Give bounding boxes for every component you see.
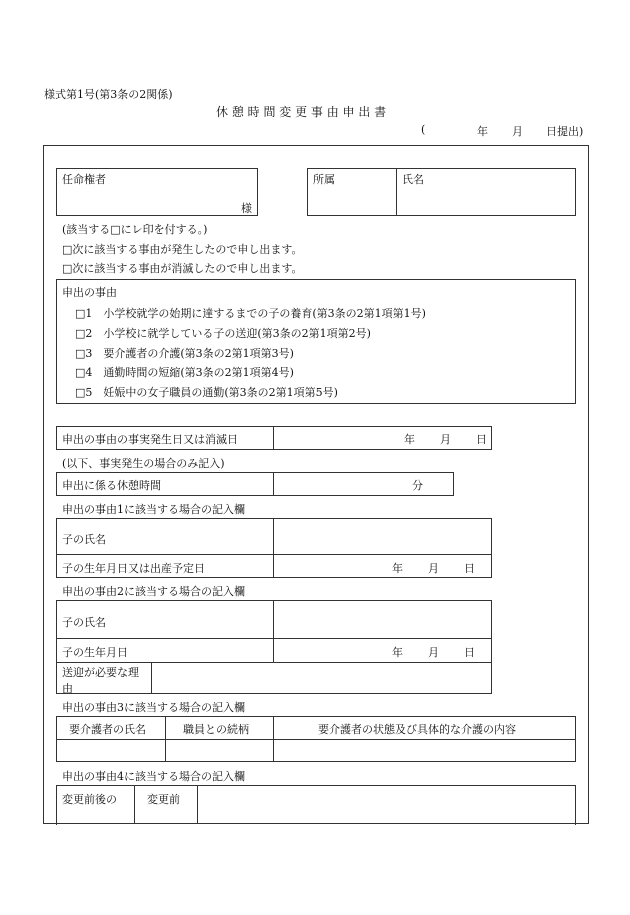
- reason2-day-label: 日: [464, 646, 475, 659]
- reason2-birth-label: 子の生年月日: [62, 646, 128, 659]
- affiliation-label: 所属: [313, 173, 335, 186]
- affiliation-name-box: [307, 168, 576, 216]
- reason1-child-name-label: 子の氏名: [62, 533, 106, 546]
- submit-day-label: 日提出): [546, 125, 584, 138]
- reason4-col-before: 変更前: [147, 793, 180, 806]
- check-instruction: (該当する□にレ印を付する。): [62, 223, 208, 236]
- reason4-col-before-after: 変更前後の: [62, 793, 117, 806]
- reason1-year-label: 年: [392, 562, 403, 575]
- fact-month-label: 月: [440, 433, 451, 446]
- reason2-child-name-label: 子の氏名: [62, 616, 106, 629]
- reason1-month-label: 月: [428, 562, 439, 575]
- reason4-heading: 申出の事由4に該当する場合の記入欄: [62, 770, 245, 783]
- form-number: 様式第1号(第3条の2関係): [44, 88, 173, 101]
- reason-item-2[interactable]: □2 小学校に就学している子の送迎(第3条の2第1項第2号): [75, 327, 371, 340]
- fact-day-label: 日: [476, 433, 487, 446]
- reason3-col-care-details: 要介護者の状態及び具体的な介護の内容: [318, 723, 516, 736]
- name-label: 氏名: [402, 173, 424, 186]
- reason2-year-label: 年: [392, 646, 403, 659]
- appointer-label: 任命権者: [62, 173, 106, 186]
- reason2-heading: 申出の事由2に該当する場合の記入欄: [62, 585, 245, 598]
- option-cease[interactable]: □次に該当する事由が消滅したので申し出ます。: [62, 262, 303, 275]
- appointer-honorific: 様: [241, 202, 252, 215]
- reason3-col-relation: 職員との続柄: [183, 723, 249, 736]
- fact-year-label: 年: [404, 433, 415, 446]
- reason2-pickup-label-line2: 由: [62, 682, 73, 695]
- reason-item-1[interactable]: □1 小学校就学の始期に達するまでの子の養育(第3条の2第1項第1号): [75, 307, 426, 320]
- reason3-heading: 申出の事由3に該当する場合の記入欄: [62, 701, 245, 714]
- submit-month-label: 月: [512, 125, 523, 138]
- reason1-heading: 申出の事由1に該当する場合の記入欄: [62, 503, 245, 516]
- reasons-heading: 申出の事由: [62, 286, 117, 299]
- reason1-day-label: 日: [464, 562, 475, 575]
- reason2-pickup-label-line1: 送迎が必要な理: [62, 666, 139, 679]
- date-open-paren: (: [421, 123, 426, 136]
- reason-item-3[interactable]: □3 要介護者の介護(第3条の2第1項第3号): [75, 347, 294, 360]
- submit-year-label: 年: [477, 125, 488, 138]
- reason2-month-label: 月: [428, 646, 439, 659]
- option-occur[interactable]: □次に該当する事由が発生したので申し出ます。: [62, 243, 303, 256]
- reason-item-5[interactable]: □5 妊娠中の女子職員の通勤(第3条の2第1項第5号): [75, 386, 338, 399]
- form-title: 休 憩 時 間 変 更 事 由 申 出 書: [216, 105, 387, 119]
- reason-item-4[interactable]: □4 通勤時間の短縮(第3条の2第1項第4号): [75, 366, 294, 379]
- break-time-unit: 分: [412, 479, 423, 492]
- reason3-col-care-recipient: 要介護者の氏名: [69, 723, 146, 736]
- fact-date-label: 申出の事由の事実発生日又は消滅日: [62, 433, 238, 446]
- reason1-birth-label: 子の生年月日又は出産予定日: [62, 562, 205, 575]
- fact-note: (以下、事実発生の場合のみ記入): [62, 457, 225, 470]
- break-time-label: 申出に係る休憩時間: [62, 479, 161, 492]
